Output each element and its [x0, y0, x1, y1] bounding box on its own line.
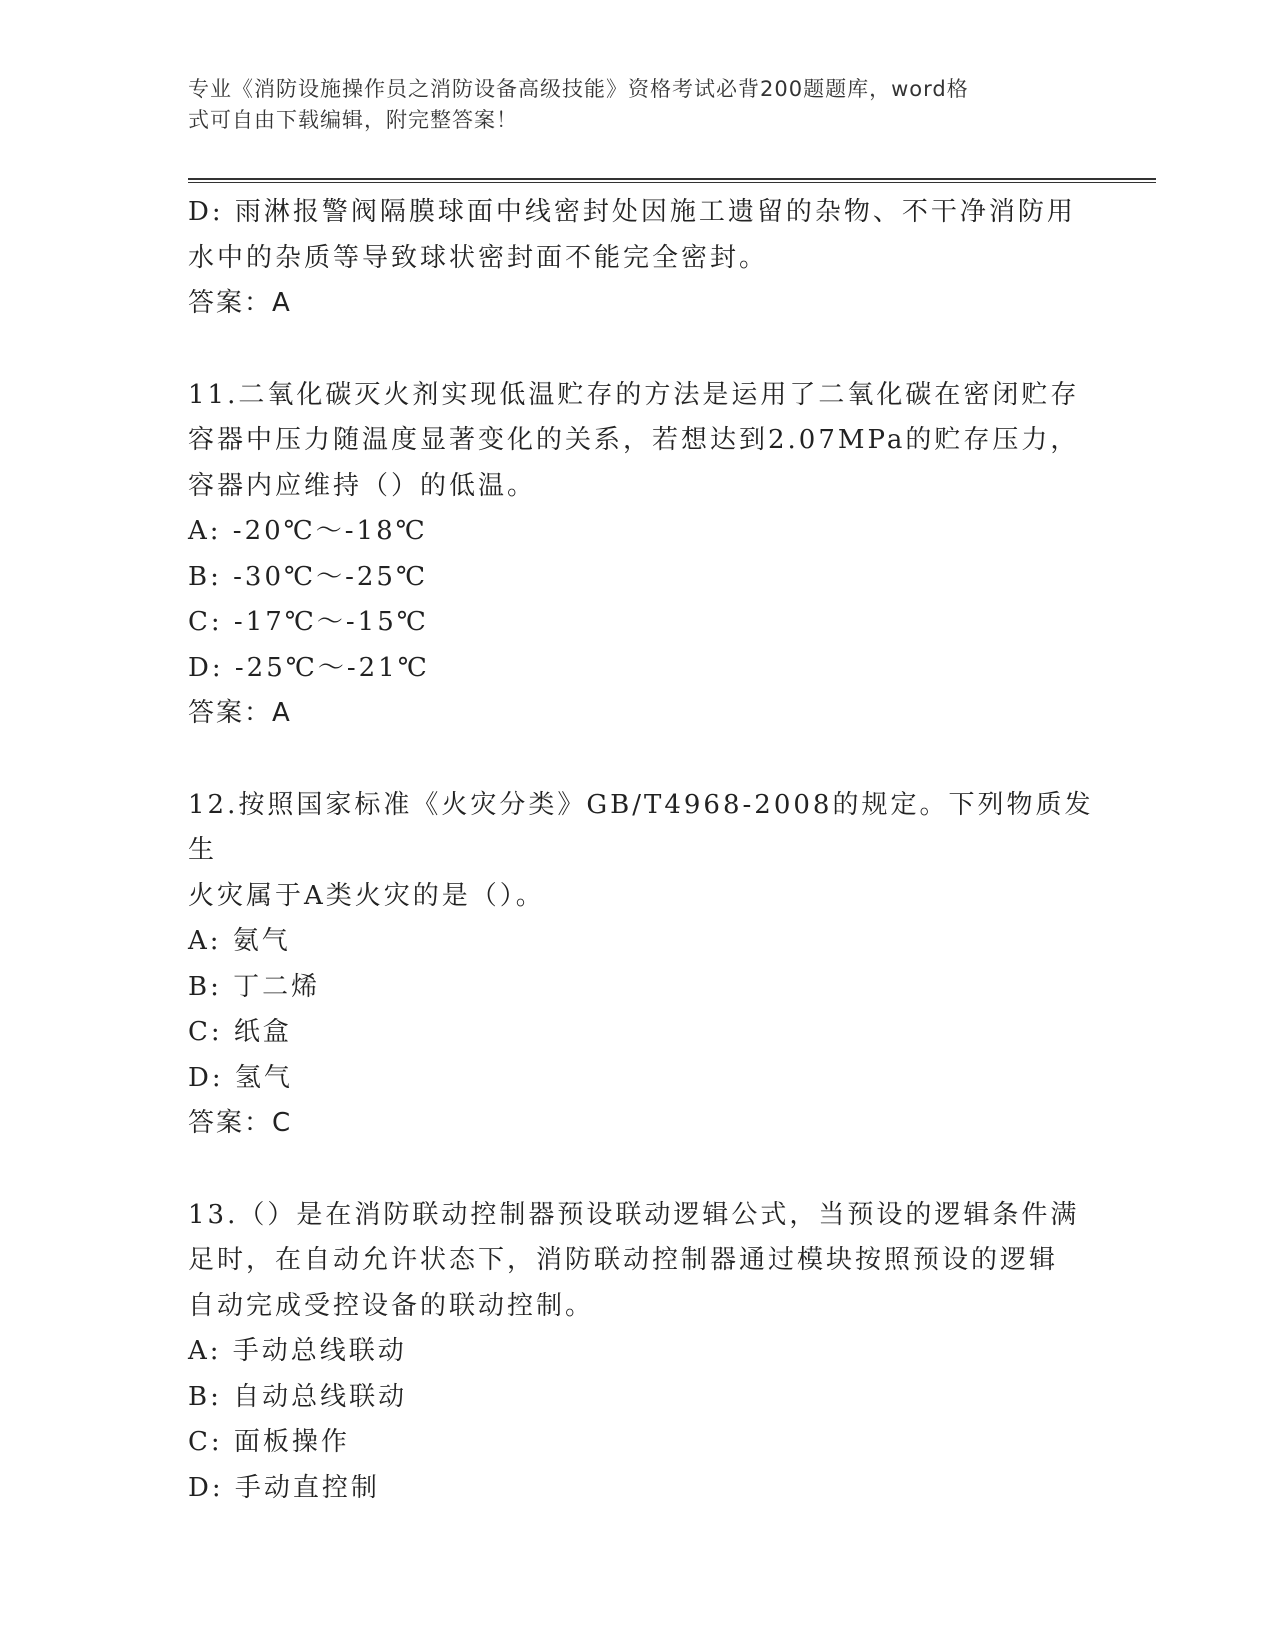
- question-13: [188, 1193, 1108, 1512]
- spacer: [188, 1147, 1108, 1193]
- header-line-1: 专业《消防设施操作员之消防设备高级技能》资格考试必背200题题库，word格: [188, 77, 969, 101]
- option-d: D: 手动直控制: [188, 1472, 380, 1503]
- option-d: D: -25℃～-21℃: [188, 652, 430, 683]
- header-divider: [188, 178, 1156, 183]
- option-a: A: -20℃～-18℃: [188, 516, 428, 546]
- option-c: C: 纸盒: [188, 1017, 292, 1047]
- option-c: C: 面板操作: [188, 1427, 350, 1457]
- option-b: B: -30℃～-25℃: [188, 561, 429, 592]
- question-text-line: 容器中压力随温度显著变化的关系，若想达到2.07MPa的贮存压力，: [188, 425, 1080, 455]
- question-text-line: 11.二氧化碳灭火剂实现低温贮存的方法是运用了二氧化碳在密闭贮存: [188, 379, 1080, 410]
- option-b: B: 自动总线联动: [188, 1381, 408, 1412]
- question-text-line: 足时，在自动允许状态下，消防联动控制器通过模块按照预设的逻辑: [188, 1245, 1059, 1275]
- question-text-line: 容器内应维持（）的低温。: [188, 470, 537, 501]
- option-a: A: 手动总线联动: [188, 1336, 407, 1366]
- spacer: [188, 737, 1108, 783]
- answer-line: 答案：A: [188, 288, 292, 318]
- previous-question-tail: [188, 190, 1108, 327]
- page-header: [188, 74, 1088, 136]
- option-d-line-1: D: 雨淋报警阀隔膜球面中线密封处因施工遗留的杂物、不干净消防用: [188, 197, 1076, 227]
- option-d-line-2: 水中的杂质等导致球状密封面不能完全密封。: [188, 242, 769, 273]
- question-11: [188, 373, 1108, 737]
- question-text-line: 13.（）是在消防联动控制器预设联动逻辑公式，当预设的逻辑条件满: [188, 1199, 1080, 1230]
- question-12: [188, 783, 1108, 1147]
- option-a: A: 氨气: [188, 926, 291, 956]
- answer-line: 答案：A: [188, 698, 292, 728]
- question-text-line: 12.按照国家标准《火灾分类》GB/T4968-2008的规定。下列物质发生: [188, 789, 1094, 865]
- option-c: C: -17℃～-15℃: [188, 607, 429, 637]
- spacer: [188, 327, 1108, 373]
- header-line-2: 式可自由下载编辑，附完整答案！: [188, 108, 518, 132]
- answer-line: 答案：C: [188, 1108, 293, 1138]
- question-text-line: 自动完成受控设备的联动控制。: [188, 1290, 595, 1321]
- option-b: B: 丁二烯: [188, 971, 321, 1002]
- option-d: D: 氢气: [188, 1062, 293, 1093]
- document-body: [188, 190, 1108, 1511]
- question-text-line: 火灾属于A类火灾的是（）。: [188, 880, 545, 911]
